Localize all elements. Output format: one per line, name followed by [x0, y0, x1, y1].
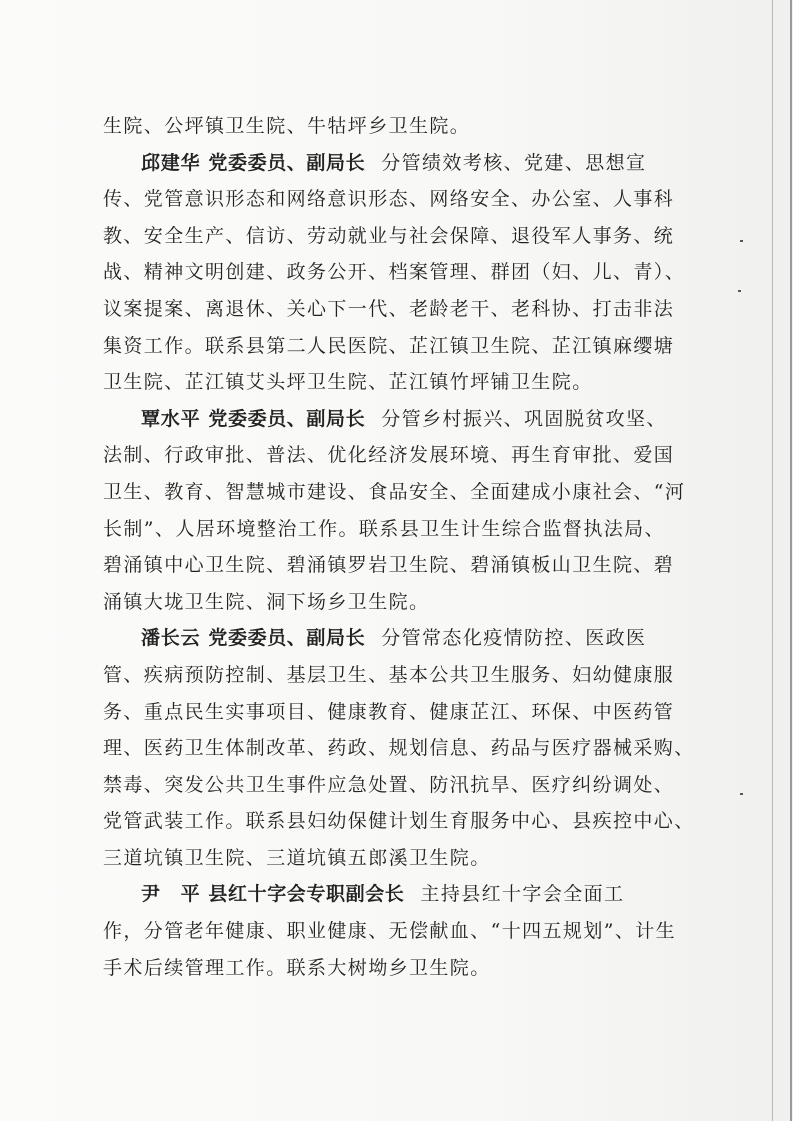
- opening-line: 生院、公坪镇卫生院、牛牯坪乡卫生院。: [103, 115, 471, 137]
- person-title: 党委委员、副局长: [208, 151, 366, 174]
- section-tan-shuiping: [103, 401, 693, 621]
- body-line: 传、党管意识形态和网络意识形态、网络安全、办公室、人事科: [103, 188, 675, 211]
- body-line: 法制、行政审批、普法、优化经济发展环境、再生育审批、爱国: [103, 444, 675, 467]
- body-line: 理、医药卫生体制改革、药政、规划信息、药品与医疗器械采购、: [103, 737, 695, 760]
- person-name: 潘长云: [141, 627, 201, 650]
- section-yin-ping: [103, 876, 693, 986]
- person-name: 覃水平: [141, 407, 201, 430]
- section-pan-changyun: [103, 620, 693, 876]
- scan-edge-border: [790, 0, 792, 1121]
- body-line: 集资工作。联系县第二人民医院、芷江镇卫生院、芷江镇麻缨塘: [103, 334, 675, 357]
- duty-text: 分管绩效考核、党建、思想宣: [381, 151, 647, 174]
- section-heading-line: [103, 401, 693, 438]
- person-name: 尹 平: [141, 883, 201, 906]
- scan-edge-line: [772, 0, 773, 1121]
- document-body: [103, 108, 693, 986]
- person-title: 县红十字会专职副会长: [208, 883, 405, 906]
- section-heading-line: [103, 620, 693, 657]
- section-qiu-jianhua: [103, 145, 693, 401]
- person-title: 党委委员、副局长: [208, 407, 366, 430]
- body-line: 卫生、教育、智慧城市建设、食品安全、全面建成小康社会、“河: [103, 480, 686, 503]
- scan-speck: [740, 793, 743, 795]
- duty-text: 分管常态化疫情防控、医政医: [381, 627, 647, 650]
- body-line: 涌镇大垅卫生院、洞下场乡卫生院。: [103, 590, 430, 613]
- body-line: 务、重点民生实事项目、健康教育、健康芷江、环保、中医药管: [103, 700, 675, 723]
- duty-text: 分管乡村振兴、巩固脱贫攻坚、: [381, 407, 667, 430]
- body-line: 长制”、人居环境整治工作。联系县卫生计生综合监督执法局、: [103, 517, 665, 540]
- section-heading-line: [103, 145, 693, 182]
- duty-text: 主持县红十字会全面工: [420, 883, 625, 906]
- body-line: 教、安全生产、信访、劳动就业与社会保障、退役军人事务、统: [103, 224, 675, 247]
- body-line: 管、疾病预防控制、基层卫生、基本公共卫生服务、妇幼健康服: [103, 663, 675, 686]
- section-heading-line: [103, 876, 693, 913]
- body-line: 卫生院、芷江镇艾头坪卫生院、芷江镇竹坪铺卫生院。: [103, 371, 593, 394]
- body-line: 碧涌镇中心卫生院、碧涌镇罗岩卫生院、碧涌镇板山卫生院、碧: [103, 554, 675, 577]
- body-line: 议案提案、离退休、关心下一代、老龄老干、老科协、打击非法: [103, 297, 675, 320]
- body-line: 禁毒、突发公共卫生事件应急处置、防汛抗旱、医疗纠纷调处、: [103, 773, 675, 796]
- body-line: 作，分管老年健康、职业健康、无偿献血、“十四五规划”、计生: [103, 920, 677, 943]
- body-line: 手术后续管理工作。联系大树坳乡卫生院。: [103, 956, 491, 979]
- body-line: 战、精神文明创建、政务公开、档案管理、群团（妇、儿、青）、: [103, 261, 686, 284]
- scan-speck: [738, 290, 741, 292]
- scan-speck: [740, 240, 743, 242]
- body-line: 三道坑镇卫生院、三道坑镇五郎溪卫生院。: [103, 846, 491, 869]
- person-title: 党委委员、副局长: [208, 627, 366, 650]
- body-line: 党管武装工作。联系县妇幼保健计划生育服务中心、县疾控中心、: [103, 810, 695, 833]
- person-name: 邱建华: [141, 151, 201, 174]
